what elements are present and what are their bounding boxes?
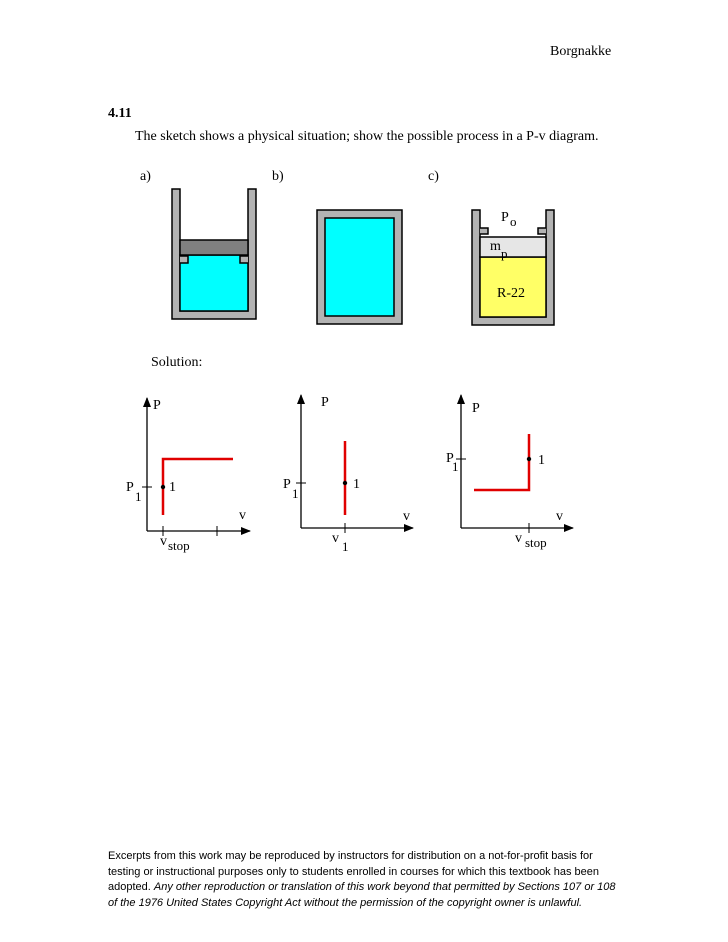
pv-c-p-tick-sub: 1 (452, 459, 459, 474)
problem-statement: The sketch shows a physical situation; show the possible process in a P-v diagram. (135, 129, 599, 144)
footer-line-3-normal: adopted. (108, 881, 154, 894)
pv-a-v-tick-sub: stop (168, 538, 190, 553)
pv-a-v-tick-label: v (160, 534, 167, 549)
pv-b-x-axis-label: v (403, 509, 410, 524)
pv-c-point-label: 1 (538, 453, 545, 468)
footer-line-3 (108, 880, 628, 896)
sketch-b-water (325, 218, 394, 316)
pv-b-y-axis-label: P (321, 395, 329, 410)
pv-c-p-tick-label: P (446, 451, 454, 466)
pv-c-y-axis-label: P (472, 401, 480, 416)
pv-b-v-tick-sub: 1 (342, 539, 349, 554)
pv-c-process-line (474, 434, 529, 490)
pv-a-point-label: 1 (169, 480, 176, 495)
sketch-a-cylinder (172, 189, 256, 319)
pv-diagram-c (446, 395, 573, 550)
footer-line-2: testing or instructional purposes only to students enrolled in courses for which this textbook has been (108, 865, 599, 878)
footer-line-1: Excerpts from this work may be reproduced by instructors for distribution on a not-for-profit basis for (108, 850, 593, 862)
pv-a-state-point (161, 485, 165, 489)
pv-c-state-point (527, 457, 531, 461)
sketch-c-stop-left (480, 228, 488, 234)
pv-c-v-tick-sub: stop (525, 535, 547, 550)
sketch-c-label: c) (428, 169, 439, 184)
sketch-c-p-label: P (501, 210, 509, 225)
page-header-author: Borgnakke (550, 44, 612, 59)
pv-b-state-point (343, 481, 347, 485)
sketch-c-m-label: m (490, 239, 501, 254)
sketch-a-label: a) (140, 169, 151, 184)
sketch-a-stop-left (180, 256, 188, 263)
sketch-a-stop-right (240, 256, 248, 263)
pv-c-v-tick-label: v (515, 531, 522, 546)
sketch-c-p-sub: o (510, 214, 517, 229)
footer-line-4: of the 1976 United States Copyright Act without the permission of the copyright owner is unlawful. (108, 896, 583, 909)
pv-diagram-b (283, 395, 413, 554)
pv-diagram-a (126, 398, 250, 553)
pv-b-p-tick-label: P (283, 477, 291, 492)
sketch-c-m-sub: p (501, 246, 508, 261)
copyright-footer (108, 849, 628, 911)
sketch-c-cylinder (472, 210, 554, 325)
problem-number: 4.11 (108, 106, 132, 121)
sketch-a-piston (180, 240, 248, 255)
sketch-b-label: b) (272, 169, 284, 184)
pv-a-p-tick-label: P (126, 480, 134, 495)
pv-b-p-tick-sub: 1 (292, 486, 299, 501)
footer-line-3-italic: Any other reproduction or translation of this work beyond that permitted by Sections 107 or 108 (153, 881, 616, 894)
sketch-b-tank (317, 210, 402, 324)
pv-a-p-tick-sub: 1 (135, 489, 142, 504)
sketch-c-fluid-label: R-22 (497, 286, 525, 301)
pv-a-y-axis-label: P (153, 398, 161, 413)
pv-b-v-tick-label: v (332, 531, 339, 546)
sketch-c-stop-right (538, 228, 546, 234)
solution-label: Solution: (151, 355, 203, 370)
pv-b-point-label: 1 (353, 477, 360, 492)
pv-c-x-axis-label: v (556, 509, 563, 524)
pv-a-x-axis-label: v (239, 508, 246, 523)
